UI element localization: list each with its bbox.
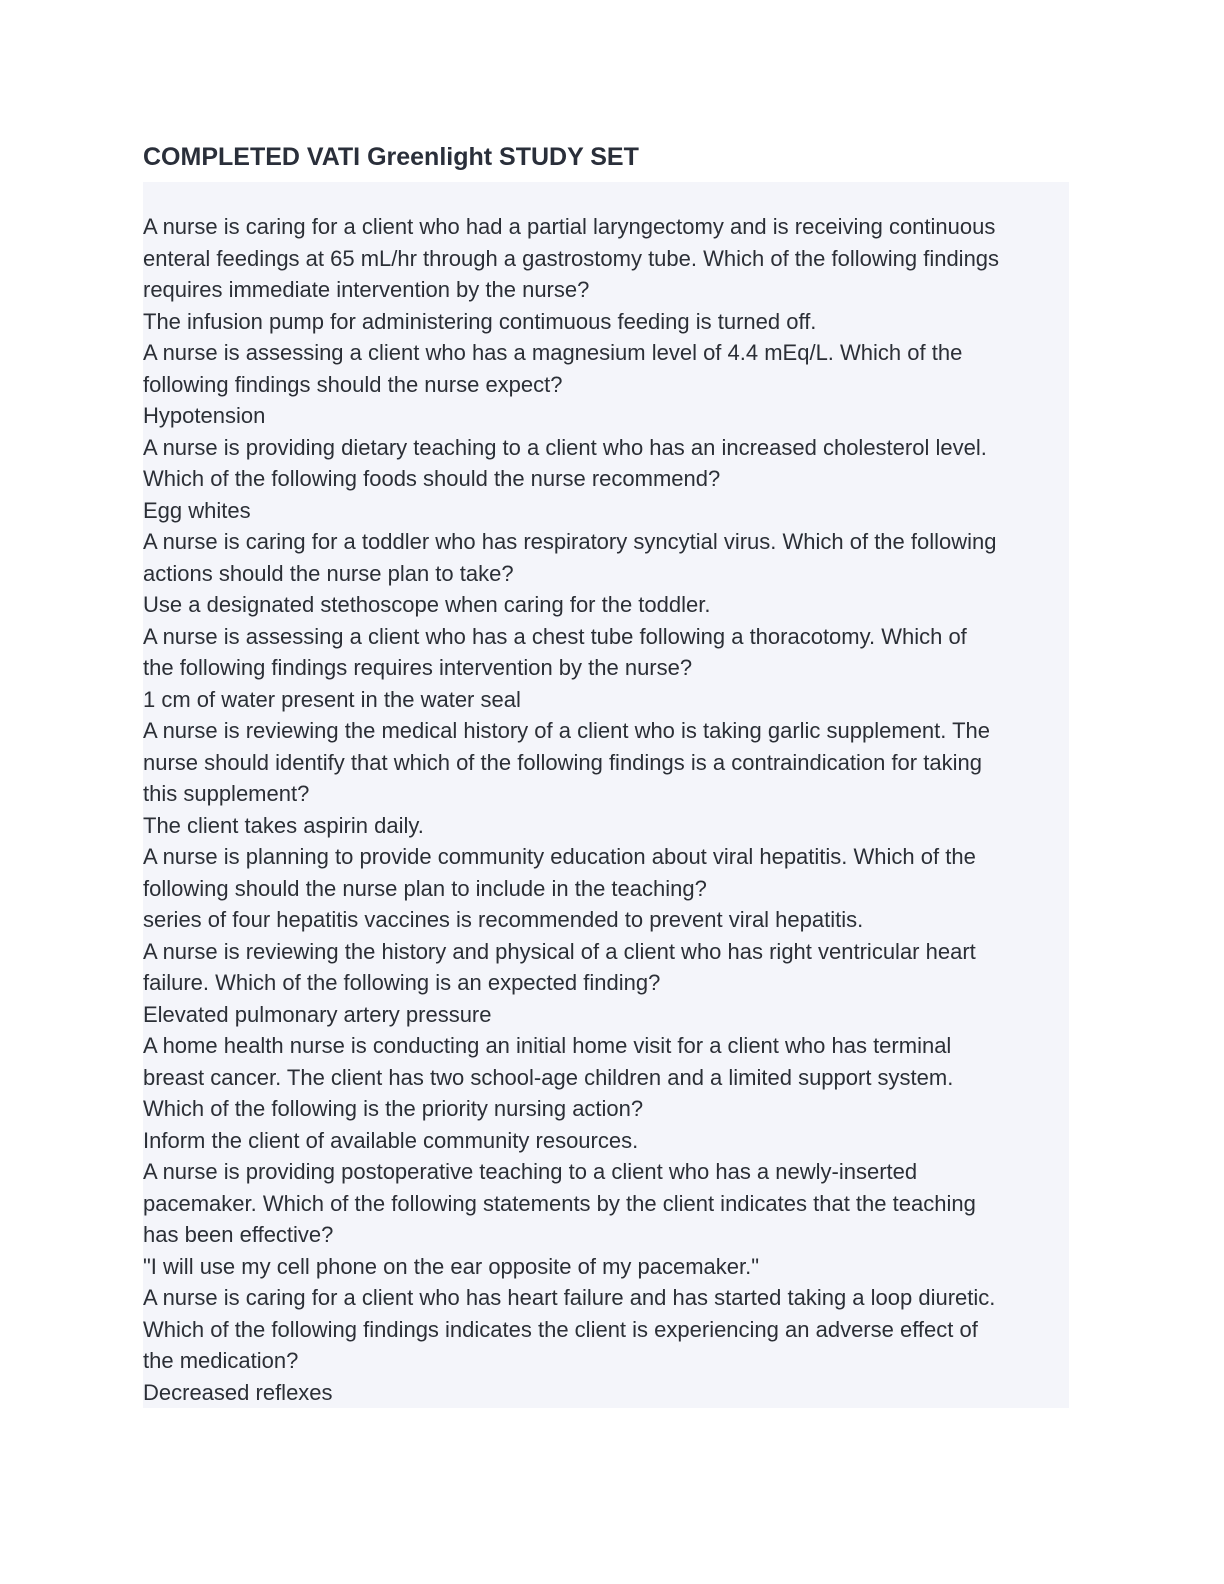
text-line: Elevated pulmonary artery pressure — [143, 1001, 492, 1027]
text-line: following findings should the nurse expect? — [143, 371, 563, 397]
text-line: Which of the following foods should the nurse recommend? — [143, 466, 721, 491]
text-line: The client takes aspirin daily. — [143, 812, 424, 838]
text-line: A nurse is planning to provide community education about viral hepatitis. Which of the — [143, 844, 976, 869]
text-line: pacemaker. Which of the following statements by the client indicates that the teaching — [143, 1190, 976, 1216]
text-line: A nurse is caring for a client who has heart failure and has started taking a loop diuretic. — [143, 1285, 996, 1310]
text-line: has been effective? — [143, 1222, 334, 1247]
text-line: requires immediate intervention by the nurse? — [143, 277, 590, 302]
text-line: A nurse is caring for a client who had a partial laryngectomy and is receiving continuous — [143, 214, 996, 239]
text-line: Hypotension — [143, 403, 266, 428]
text-line: The infusion pump for administering contimuous feeding is turned off. — [143, 308, 817, 334]
text-line: A nurse is providing dietary teaching to a client who has an increased cholesterol level. — [143, 434, 987, 460]
text-line: 1 cm of water present in the water seal — [143, 686, 521, 712]
text-line: A nurse is assessing a client who has a chest tube following a thoracotomy. Which of — [143, 623, 967, 649]
text-line: "I will use my cell phone on the ear opposite of my pacemaker." — [143, 1253, 760, 1279]
text-line: nurse should identify that which of the following findings is a contraindication for taking — [143, 749, 982, 775]
text-line: actions should the nurse plan to take? — [143, 560, 514, 586]
text-line: Inform the client of available community resources. — [143, 1127, 639, 1153]
text-line: A nurse is providing postoperative teaching to a client who has a newly-inserted — [143, 1159, 918, 1184]
study-set-content — [143, 182, 1069, 1408]
text-line: this supplement? — [143, 781, 310, 806]
text-line: A nurse is caring for a toddler who has respiratory syncytial virus. Which of the following — [143, 529, 997, 554]
text-line: Decreased reflexes — [143, 1379, 333, 1405]
text-line: Which of the following findings indicates the client is experiencing an adverse effect of — [143, 1316, 978, 1342]
text-line: Egg whites — [143, 497, 251, 523]
page-title: COMPLETED VATI Greenlight STUDY SET — [143, 143, 639, 171]
text-line: the medication? — [143, 1348, 299, 1373]
text-line: A nurse is reviewing the medical history of a client who is taking garlic supplement. The — [143, 718, 991, 743]
text-line: A nurse is reviewing the history and physical of a client who has right ventricular heart — [143, 938, 976, 964]
text-line: failure. Which of the following is an expected finding? — [143, 970, 661, 995]
text-line: Use a designated stethoscope when caring for the toddler. — [143, 592, 711, 617]
text-line: Which of the following is the priority nursing action? — [143, 1096, 644, 1121]
text-line: breast cancer. The client has two school-age children and a limited support system. — [143, 1064, 954, 1090]
text-line: the following findings requires intervention by the nurse? — [143, 655, 693, 680]
text-line: following should the nurse plan to include in the teaching? — [143, 875, 707, 901]
text-line: A home health nurse is conducting an initial home visit for a client who has terminal — [143, 1033, 952, 1058]
text-line: A nurse is assessing a client who has a magnesium level of 4.4 mEq/L. Which of the — [143, 340, 963, 365]
text-line: series of four hepatitis vaccines is recommended to prevent viral hepatitis. — [143, 907, 864, 932]
text-line: enteral feedings at 65 mL/hr through a gastrostomy tube. Which of the following findings — [143, 245, 1000, 271]
